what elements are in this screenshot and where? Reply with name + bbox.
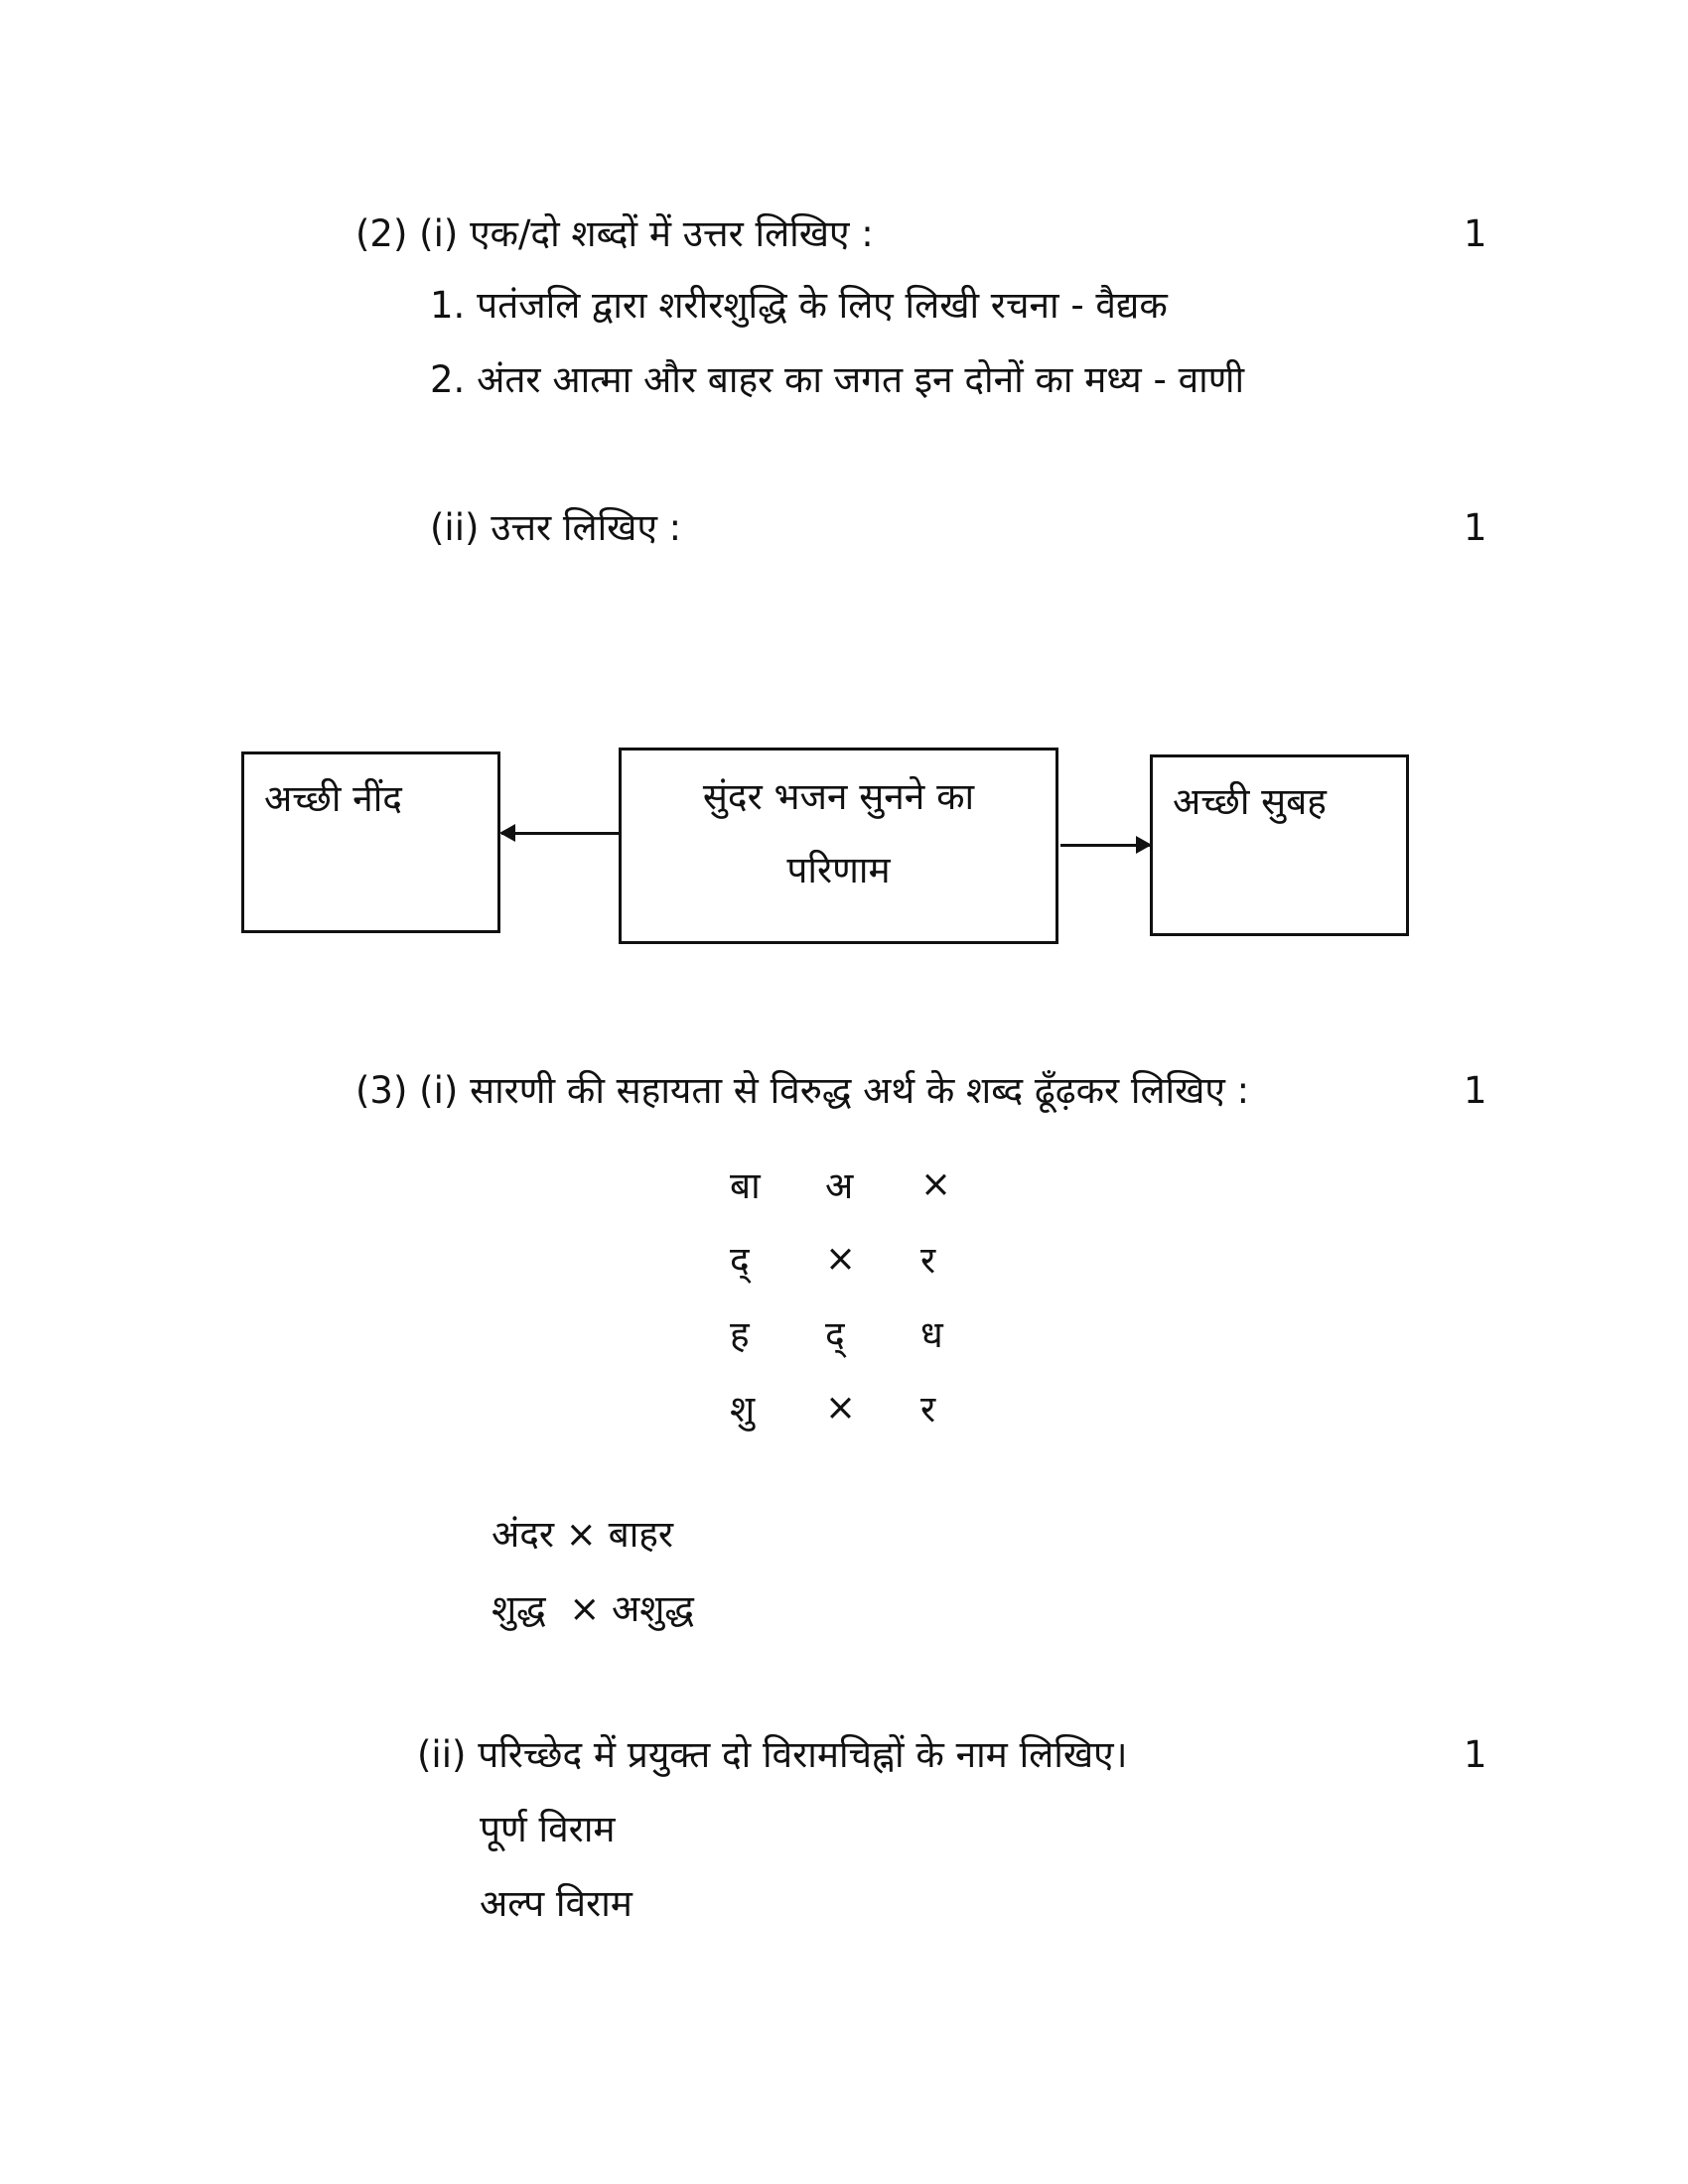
q3-i-answer-2: शुद्ध × अशुद्ध bbox=[492, 1587, 694, 1630]
q2-i-answer-2: 2. अंतर आत्मा और बाहर का जगत इन दोनों का मध्य - वाणी bbox=[430, 358, 1245, 401]
grid-cell: ह bbox=[730, 1313, 750, 1356]
grid-cell: र bbox=[920, 1239, 936, 1282]
arrow-right-icon bbox=[1060, 844, 1150, 847]
grid-cell: द् bbox=[730, 1239, 750, 1282]
q3-ii-answer-1: पूर्ण विराम bbox=[480, 1808, 616, 1850]
right-box bbox=[1150, 754, 1409, 936]
q2-i-question: (2) (i) एक/दो शब्दों में उत्तर लिखिए : bbox=[355, 212, 874, 255]
q3-i-question: (3) (i) सारणी की सहायता से विरुद्ध अर्थ के शब्द ढूँढ़कर लिखिए : bbox=[355, 1069, 1250, 1112]
right-box-label: अच्छी सुबह bbox=[1173, 780, 1327, 823]
grid-cell: ध bbox=[920, 1313, 943, 1356]
center-box-line-2: परिणाम bbox=[786, 849, 891, 891]
q3-ii-answer-2: अल्प विराम bbox=[480, 1882, 633, 1925]
grid-row bbox=[730, 1296, 1016, 1370]
grid-cell: अ bbox=[825, 1164, 854, 1207]
q2-i-marks: 1 bbox=[1464, 212, 1487, 255]
grid-cell: द् bbox=[825, 1313, 845, 1356]
left-box bbox=[241, 751, 500, 933]
q3-ii-question: (ii) परिच्छेद में प्रयुक्त दो विरामचिह्नों के नाम लिखिए। bbox=[417, 1733, 1128, 1776]
grid-cell: र bbox=[920, 1388, 936, 1431]
grid-row bbox=[730, 1370, 1016, 1444]
grid-cell: × bbox=[825, 1237, 857, 1280]
center-box bbox=[619, 748, 1058, 944]
letter-grid bbox=[730, 1147, 1016, 1444]
grid-cell: × bbox=[920, 1162, 952, 1205]
center-box-line-1: सुंदर भजन सुनने का bbox=[702, 775, 975, 818]
left-box-label: अच्छी नींद bbox=[264, 777, 402, 820]
q3-i-answer-1: अंदर × बाहर bbox=[492, 1513, 674, 1556]
q2-i-answer-1: 1. पतंजलि द्वारा शरीरशुद्धि के लिए लिखी रचना - वैद्यक bbox=[430, 284, 1168, 327]
q3-ii-marks: 1 bbox=[1464, 1733, 1487, 1776]
grid-row bbox=[730, 1221, 1016, 1296]
arrow-left-icon bbox=[501, 832, 620, 835]
grid-cell: × bbox=[825, 1386, 857, 1429]
q2-ii-question: (ii) उत्तर लिखिए : bbox=[430, 506, 682, 549]
grid-cell: शु bbox=[730, 1388, 756, 1431]
grid-cell: बा bbox=[730, 1164, 761, 1207]
q2-ii-marks: 1 bbox=[1464, 506, 1487, 549]
q3-i-marks: 1 bbox=[1464, 1069, 1487, 1112]
grid-row bbox=[730, 1147, 1016, 1221]
